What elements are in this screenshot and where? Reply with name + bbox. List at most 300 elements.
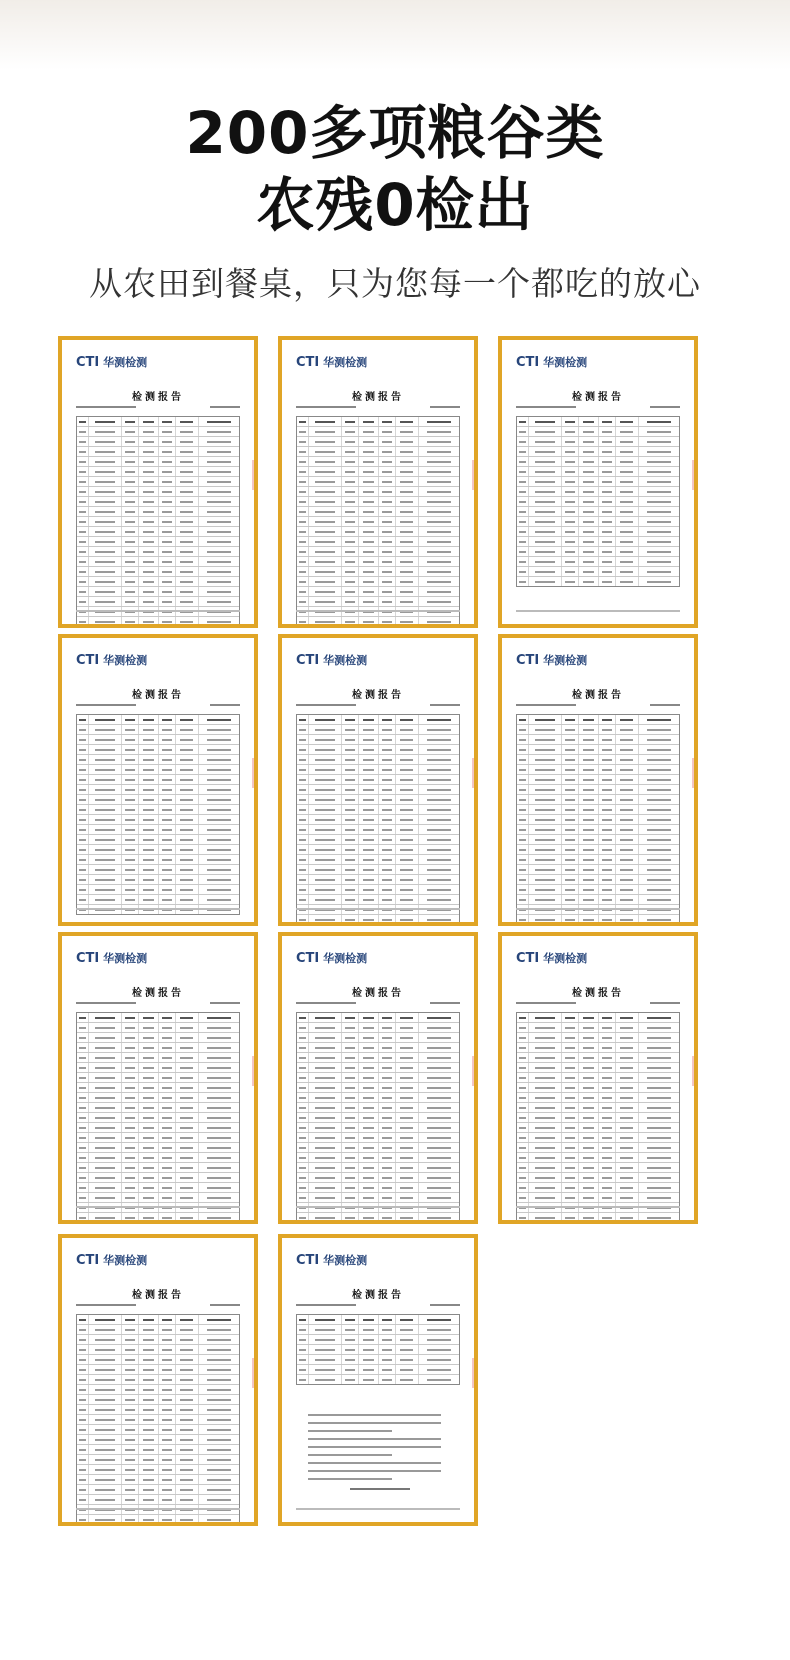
seal-mark (252, 1358, 256, 1388)
table-row (297, 1213, 459, 1223)
report-table (76, 1012, 240, 1223)
table-row (77, 587, 239, 597)
report-footer (76, 610, 240, 612)
seal-mark (472, 1358, 476, 1388)
headline-line-1: 200多项粮谷类 (185, 99, 605, 167)
report-meta (296, 1002, 460, 1007)
table-row (77, 1435, 239, 1445)
table-row (77, 1053, 239, 1063)
table-row (297, 577, 459, 587)
table-row (77, 765, 239, 775)
report-table (516, 1012, 680, 1223)
table-row (77, 735, 239, 745)
table-row (517, 427, 679, 437)
table-row (77, 865, 239, 875)
table-row (77, 1143, 239, 1153)
table-row (297, 617, 459, 626)
table-row (517, 1013, 679, 1023)
table-row (297, 865, 459, 875)
report-meta (516, 1002, 680, 1007)
report-footer (296, 1206, 460, 1208)
table-row (297, 1153, 459, 1163)
cti-logo-text: 华测检测 (99, 952, 148, 965)
table-row (77, 725, 239, 735)
cti-logo (296, 950, 367, 966)
table-row (77, 507, 239, 517)
cti-logo-mark: CTI (76, 951, 100, 966)
table-row (517, 1163, 679, 1173)
table-row (517, 775, 679, 785)
report-title: 检测报告 (352, 392, 404, 403)
table-row (297, 467, 459, 477)
table-row (77, 1345, 239, 1355)
table-row (77, 577, 239, 587)
table-row (297, 487, 459, 497)
table-row (77, 775, 239, 785)
cti-logo-mark: CTI (76, 355, 100, 370)
table-row (77, 1525, 239, 1526)
report-table (296, 1314, 460, 1385)
table-row (517, 1153, 679, 1163)
table-row (77, 537, 239, 547)
table-row (297, 1063, 459, 1073)
cti-logo-mark: CTI (516, 653, 540, 668)
cti-logo-text: 华测检测 (319, 952, 368, 965)
report-title: 检测报告 (352, 690, 404, 701)
table-row (297, 1073, 459, 1083)
table-row (297, 735, 459, 745)
table-row (77, 785, 239, 795)
table-row (517, 417, 679, 427)
table-row (517, 715, 679, 725)
table-row (77, 1013, 239, 1023)
report-footer (76, 1508, 240, 1510)
seal-mark (472, 1056, 476, 1086)
table-row (77, 427, 239, 437)
report-meta (296, 704, 460, 709)
table-row (297, 715, 459, 725)
cti-logo (76, 354, 147, 370)
table-row (517, 1203, 679, 1213)
table-row (297, 1103, 459, 1113)
cti-logo-mark: CTI (296, 355, 320, 370)
test-report-2 (278, 336, 478, 628)
table-row (77, 875, 239, 885)
table-row (77, 617, 239, 626)
cti-logo-mark: CTI (296, 653, 320, 668)
table-row (517, 845, 679, 855)
table-row (297, 1123, 459, 1133)
table-row (297, 587, 459, 597)
test-report-7 (58, 932, 258, 1224)
table-row (297, 1183, 459, 1193)
report-meta (76, 406, 240, 411)
table-row (297, 1173, 459, 1183)
cti-logo-mark: CTI (516, 951, 540, 966)
report-signature (350, 1488, 410, 1490)
table-row (297, 1013, 459, 1023)
table-row (297, 557, 459, 567)
report-table (296, 416, 460, 627)
table-row (77, 1123, 239, 1133)
table-row (77, 1183, 239, 1193)
table-row (517, 745, 679, 755)
report-footer (296, 610, 460, 612)
table-row (517, 1183, 679, 1193)
table-row (517, 825, 679, 835)
report-table (76, 714, 240, 915)
table-row (77, 835, 239, 845)
table-row (77, 1315, 239, 1325)
table-row (517, 875, 679, 885)
table-row (77, 527, 239, 537)
report-notes (308, 1414, 448, 1486)
table-row (517, 477, 679, 487)
table-row (297, 905, 459, 915)
table-row (77, 517, 239, 527)
table-row (297, 745, 459, 755)
table-row (77, 1113, 239, 1123)
seal-mark (692, 758, 696, 788)
table-row (77, 597, 239, 607)
table-row (297, 437, 459, 447)
table-row (77, 1455, 239, 1465)
report-meta (296, 1304, 460, 1309)
table-row (77, 497, 239, 507)
report-footer (76, 908, 240, 910)
table-row (77, 1043, 239, 1053)
cti-logo-text: 华测检测 (539, 654, 588, 667)
table-row (297, 497, 459, 507)
table-row (517, 905, 679, 915)
table-row (517, 1033, 679, 1043)
table-row (517, 517, 679, 527)
table-row (517, 1083, 679, 1093)
table-row (77, 567, 239, 577)
table-row (77, 1425, 239, 1435)
table-row (297, 517, 459, 527)
cti-logo (76, 950, 147, 966)
cti-logo-mark: CTI (296, 951, 320, 966)
table-row (517, 437, 679, 447)
table-row (517, 467, 679, 477)
table-row (517, 785, 679, 795)
table-row (517, 1193, 679, 1203)
table-row (517, 1103, 679, 1113)
table-row (77, 1083, 239, 1093)
table-row (77, 1073, 239, 1083)
table-row (77, 755, 239, 765)
cti-logo (296, 652, 367, 668)
report-footer (516, 1206, 680, 1208)
table-row (517, 537, 679, 547)
report-table (76, 416, 240, 627)
top-background (0, 0, 790, 70)
table-row (517, 915, 679, 924)
table-row (297, 537, 459, 547)
table-row (517, 557, 679, 567)
table-row (297, 725, 459, 735)
cti-logo (296, 1252, 367, 1268)
cti-logo-text: 华测检测 (539, 952, 588, 965)
seal-mark (252, 460, 256, 490)
report-title: 检测报告 (572, 988, 624, 999)
table-row (517, 1213, 679, 1222)
table-row (77, 1465, 239, 1475)
report-meta (76, 1002, 240, 1007)
test-report-1 (58, 336, 258, 628)
table-row (77, 477, 239, 487)
cti-logo-text: 华测检测 (99, 356, 148, 369)
table-row (77, 1445, 239, 1455)
table-row (77, 895, 239, 905)
table-row (77, 1023, 239, 1033)
table-row (77, 715, 239, 725)
table-row (297, 447, 459, 457)
cti-logo (76, 652, 147, 668)
seal-mark (472, 460, 476, 490)
table-row (517, 1073, 679, 1083)
report-table (516, 714, 680, 925)
table-row (517, 497, 679, 507)
table-row (77, 745, 239, 755)
table-row (517, 1113, 679, 1123)
report-meta (76, 1304, 240, 1309)
cti-logo (516, 950, 587, 966)
table-row (297, 1335, 459, 1345)
table-row (297, 477, 459, 487)
table-row (77, 607, 239, 617)
report-footer (516, 610, 680, 612)
table-row (517, 1023, 679, 1033)
table-row (77, 1173, 239, 1183)
table-row (297, 417, 459, 427)
table-row (297, 1083, 459, 1093)
table-row (77, 845, 239, 855)
cti-logo-text: 华测检测 (539, 356, 588, 369)
table-row (77, 1203, 239, 1213)
table-row (297, 607, 459, 617)
table-row (77, 1033, 239, 1043)
table-row (77, 1475, 239, 1485)
table-row (517, 855, 679, 865)
report-title: 检测报告 (572, 690, 624, 701)
table-row (517, 895, 679, 905)
report-title: 检测报告 (132, 392, 184, 403)
cti-logo-text: 华测检测 (319, 356, 368, 369)
table-row (297, 527, 459, 537)
table-row (77, 805, 239, 815)
table-row (297, 1315, 459, 1325)
table-row (517, 447, 679, 457)
table-row (77, 447, 239, 457)
table-row (77, 1103, 239, 1113)
table-row (297, 1023, 459, 1033)
seal-mark (692, 460, 696, 490)
report-table (516, 416, 680, 587)
test-report-9 (498, 932, 698, 1224)
table-row (77, 457, 239, 467)
table-row (297, 1355, 459, 1365)
table-row (297, 457, 459, 467)
table-row (517, 527, 679, 537)
cti-logo-text: 华测检测 (319, 654, 368, 667)
table-row (517, 725, 679, 735)
table-row (77, 1153, 239, 1163)
table-row (297, 1033, 459, 1043)
cti-logo-mark: CTI (76, 1253, 100, 1268)
table-row (77, 1375, 239, 1385)
seal-mark (252, 758, 256, 788)
table-row (77, 1163, 239, 1173)
cti-logo-mark: CTI (296, 1253, 320, 1268)
table-row (77, 487, 239, 497)
cti-logo-mark: CTI (516, 355, 540, 370)
table-row (77, 1335, 239, 1345)
table-row (297, 567, 459, 577)
table-row (297, 1223, 459, 1224)
report-title: 检测报告 (352, 1290, 404, 1301)
report-footer (296, 908, 460, 910)
table-row (517, 755, 679, 765)
test-report-4 (58, 634, 258, 926)
table-row (77, 855, 239, 865)
table-row (77, 557, 239, 567)
table-row (297, 915, 459, 924)
table-row (297, 835, 459, 845)
table-row (297, 597, 459, 607)
table-row (297, 1133, 459, 1143)
table-row (517, 835, 679, 845)
report-title: 检测报告 (132, 988, 184, 999)
subtitle: 从农田到餐桌，只为您每一个都吃的放心 (89, 264, 701, 303)
table-row (517, 1143, 679, 1153)
table-row (77, 1063, 239, 1073)
test-report-11 (278, 1234, 478, 1526)
table-row (297, 855, 459, 865)
table-row (297, 1043, 459, 1053)
cti-logo-text: 华测检测 (99, 1254, 148, 1267)
report-footer (516, 908, 680, 910)
table-row (77, 1325, 239, 1335)
report-meta (296, 406, 460, 411)
seal-mark (692, 1056, 696, 1086)
table-row (517, 865, 679, 875)
table-row (517, 577, 679, 586)
table-row (517, 1173, 679, 1183)
report-title: 检测报告 (132, 690, 184, 701)
table-row (517, 1053, 679, 1063)
table-row (517, 547, 679, 557)
table-row (517, 735, 679, 745)
table-row (77, 1515, 239, 1525)
table-row (77, 795, 239, 805)
seal-mark (472, 758, 476, 788)
table-row (77, 417, 239, 427)
table-row (77, 437, 239, 447)
table-row (517, 1133, 679, 1143)
table-row (297, 825, 459, 835)
table-row (297, 1143, 459, 1153)
test-report-6 (498, 634, 698, 926)
table-row (77, 547, 239, 557)
cti-logo (516, 652, 587, 668)
table-row (297, 507, 459, 517)
headline-line-2: 农残0检出 (256, 171, 534, 239)
table-row (517, 1063, 679, 1073)
test-report-8 (278, 932, 478, 1224)
table-row (517, 815, 679, 825)
seal-mark (252, 1056, 256, 1086)
cti-logo (76, 1252, 147, 1268)
report-table (296, 1012, 460, 1224)
table-row (77, 1415, 239, 1425)
table-row (297, 795, 459, 805)
table-row (297, 1163, 459, 1173)
report-footer (296, 1508, 460, 1510)
cti-logo-mark: CTI (76, 653, 100, 668)
table-row (297, 427, 459, 437)
table-row (297, 815, 459, 825)
report-meta (76, 704, 240, 709)
table-row (77, 1133, 239, 1143)
test-report-10 (58, 1234, 258, 1526)
cti-logo-text: 华测检测 (319, 1254, 368, 1267)
report-table (296, 714, 460, 925)
report-footer (76, 1206, 240, 1208)
cti-logo (296, 354, 367, 370)
table-row (77, 467, 239, 477)
table-row (77, 1395, 239, 1405)
table-row (517, 487, 679, 497)
table-row (77, 1093, 239, 1103)
table-row (77, 1405, 239, 1415)
table-row (297, 755, 459, 765)
table-row (77, 885, 239, 895)
table-row (77, 1193, 239, 1203)
table-row (297, 1053, 459, 1063)
table-row (297, 875, 459, 885)
table-row (297, 1375, 459, 1384)
cti-logo (516, 354, 587, 370)
test-report-5 (278, 634, 478, 926)
table-row (77, 1213, 239, 1222)
table-row (77, 1495, 239, 1505)
table-row (77, 815, 239, 825)
table-row (77, 825, 239, 835)
table-row (297, 885, 459, 895)
table-row (517, 457, 679, 467)
test-report-3 (498, 336, 698, 628)
table-row (77, 1365, 239, 1375)
table-row (297, 775, 459, 785)
table-row (297, 1365, 459, 1375)
table-row (297, 1325, 459, 1335)
table-row (517, 805, 679, 815)
table-row (77, 1485, 239, 1495)
table-row (517, 1043, 679, 1053)
report-title: 检测报告 (572, 392, 624, 403)
table-row (297, 1345, 459, 1355)
table-row (517, 567, 679, 577)
table-row (297, 895, 459, 905)
report-meta (516, 704, 680, 709)
cti-logo-text: 华测检测 (99, 654, 148, 667)
table-row (297, 845, 459, 855)
table-row (297, 547, 459, 557)
table-row (297, 1113, 459, 1123)
table-row (297, 1193, 459, 1203)
